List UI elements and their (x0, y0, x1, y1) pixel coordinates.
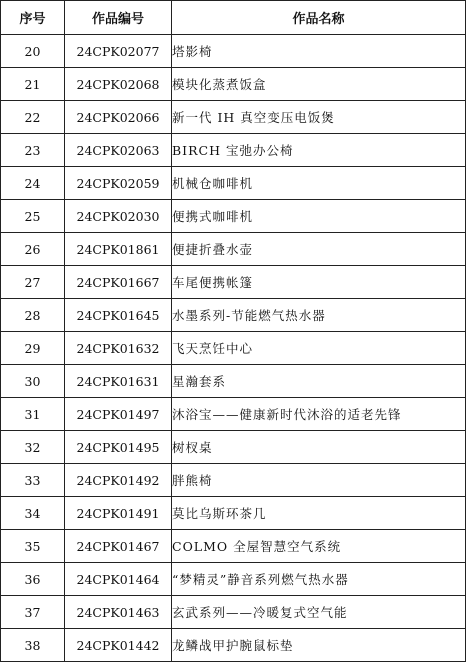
serial-number-cell: 27 (1, 266, 65, 299)
work-code-cell: 24CPK01497 (65, 398, 172, 431)
work-name-cell: 机械仓咖啡机 (172, 167, 466, 200)
work-code-cell: 24CPK01464 (65, 563, 172, 596)
table-row (1, 134, 466, 167)
work-code-cell: 24CPK01463 (65, 596, 172, 629)
work-name-cell: 龙鳞战甲护腕鼠标垫 (172, 629, 466, 662)
work-code-cell: 24CPK01491 (65, 497, 172, 530)
work-name-cell: 新一代 IH 真空变压电饭煲 (172, 101, 466, 134)
serial-number-cell: 23 (1, 134, 65, 167)
table-row (1, 266, 466, 299)
work-name-cell: 模块化蒸煮饭盒 (172, 68, 466, 101)
serial-number-cell: 24 (1, 167, 65, 200)
table-row (1, 68, 466, 101)
work-name-cell: 便捷折叠水壶 (172, 233, 466, 266)
table-row (1, 200, 466, 233)
work-code-cell: 24CPK01492 (65, 464, 172, 497)
serial-number-cell: 34 (1, 497, 65, 530)
work-code-cell: 24CPK01442 (65, 629, 172, 662)
serial-number-cell: 25 (1, 200, 65, 233)
header-work-name: 作品名称 (172, 1, 466, 35)
table-row (1, 35, 466, 68)
table-row (1, 167, 466, 200)
work-code-cell: 24CPK01645 (65, 299, 172, 332)
work-name-cell: 便携式咖啡机 (172, 200, 466, 233)
work-code-cell: 24CPK02059 (65, 167, 172, 200)
work-code-cell: 24CPK02077 (65, 35, 172, 68)
table-row (1, 563, 466, 596)
work-code-cell: 24CPK01495 (65, 431, 172, 464)
table-row (1, 101, 466, 134)
work-name-cell: 树杈桌 (172, 431, 466, 464)
serial-number-cell: 26 (1, 233, 65, 266)
work-code-cell: 24CPK01632 (65, 332, 172, 365)
header-work-code: 作品编号 (65, 1, 172, 35)
serial-number-cell: 38 (1, 629, 65, 662)
table-row (1, 365, 466, 398)
header-serial-number: 序号 (1, 1, 65, 35)
work-name-cell: COLMO 全屋智慧空气系统 (172, 530, 466, 563)
work-name-cell: 飞天烹饪中心 (172, 332, 466, 365)
work-code-cell: 24CPK02066 (65, 101, 172, 134)
work-code-cell: 24CPK01631 (65, 365, 172, 398)
table-row (1, 596, 466, 629)
serial-number-cell: 29 (1, 332, 65, 365)
serial-number-cell: 32 (1, 431, 65, 464)
serial-number-cell: 28 (1, 299, 65, 332)
table-body (1, 35, 466, 662)
work-name-cell: 胖熊椅 (172, 464, 466, 497)
work-name-cell: 莫比乌斯环茶几 (172, 497, 466, 530)
table-row (1, 332, 466, 365)
work-name-cell: 玄武系列——冷暖复式空气能 (172, 596, 466, 629)
serial-number-cell: 20 (1, 35, 65, 68)
serial-number-cell: 37 (1, 596, 65, 629)
table-row (1, 398, 466, 431)
work-code-cell: 24CPK01861 (65, 233, 172, 266)
serial-number-cell: 21 (1, 68, 65, 101)
table-row (1, 629, 466, 662)
work-code-cell: 24CPK01467 (65, 530, 172, 563)
work-code-cell: 24CPK02063 (65, 134, 172, 167)
table-header-row (1, 1, 466, 35)
work-name-cell: 车尾便携帐篷 (172, 266, 466, 299)
serial-number-cell: 31 (1, 398, 65, 431)
work-name-cell: BIRCH 宝弛办公椅 (172, 134, 466, 167)
work-code-cell: 24CPK02030 (65, 200, 172, 233)
work-name-cell: 水墨系列-节能燃气热水器 (172, 299, 466, 332)
work-name-cell: 塔影椅 (172, 35, 466, 68)
table-row (1, 497, 466, 530)
serial-number-cell: 33 (1, 464, 65, 497)
work-code-cell: 24CPK02068 (65, 68, 172, 101)
table-row (1, 299, 466, 332)
serial-number-cell: 35 (1, 530, 65, 563)
table-row (1, 431, 466, 464)
serial-number-cell: 22 (1, 101, 65, 134)
work-name-cell: 星瀚套系 (172, 365, 466, 398)
table-row (1, 464, 466, 497)
serial-number-cell: 36 (1, 563, 65, 596)
serial-number-cell: 30 (1, 365, 65, 398)
table-row (1, 530, 466, 563)
work-name-cell: “梦精灵”静音系列燃气热水器 (172, 563, 466, 596)
work-name-cell: 沐浴宝——健康新时代沐浴的适老先锋 (172, 398, 466, 431)
work-code-cell: 24CPK01667 (65, 266, 172, 299)
table-row (1, 233, 466, 266)
